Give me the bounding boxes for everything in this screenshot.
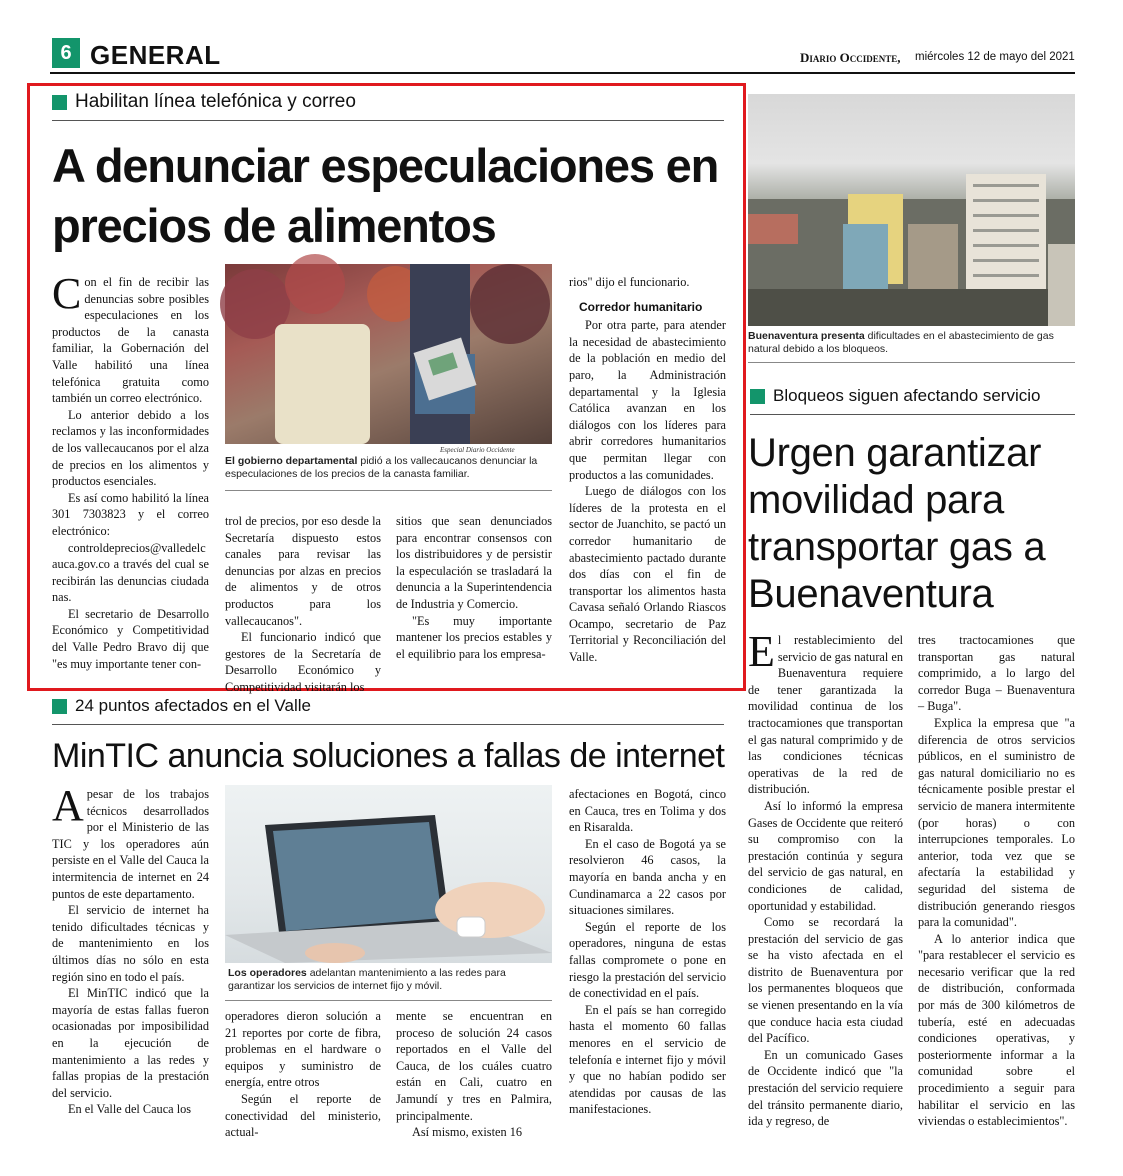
buenaventura-photo bbox=[748, 94, 1075, 326]
kicker-rule bbox=[750, 414, 1075, 415]
paragraph: rios" dijo el funcionario. bbox=[569, 275, 690, 289]
caption-rule bbox=[225, 1000, 552, 1001]
dropcap: C bbox=[52, 269, 82, 318]
kicker-square-icon bbox=[750, 389, 765, 404]
article1-col1 bbox=[52, 269, 209, 686]
kicker-text: Habilitan línea telefónica y correo bbox=[75, 91, 356, 112]
kicker-square-icon bbox=[52, 95, 67, 110]
article2-kicker bbox=[750, 386, 1040, 406]
paragraph: operadores dieron solución a 21 reportes por corte de fibra, problemas en el hardware o equipos y suministro de energía, entre otros bbox=[225, 1009, 381, 1090]
caption-text: adelantan mantenimiento a las redes para garantizar los servicios de internet fijo y móvil. bbox=[228, 967, 506, 992]
issue-date: miércoles 12 de mayo del 2021 bbox=[915, 51, 1075, 63]
kicker-square-icon bbox=[52, 699, 67, 714]
paragraph: pesar de los trabajos técnicos desarrollados por el Ministerio de las TIC y los operadores aún persiste en el Valle del Cauca la intermitencia de internet en 24 puntos de este departamento. bbox=[52, 787, 209, 901]
paragraph: El secretario de Desarrollo Económico y Competitividad del Valle Pedro Bravo dij que "es muy importante tener con- bbox=[52, 606, 209, 671]
paragraph: tres tractocamiones que transportan gas natural comprimido, a lo largo del corredor Buga – Buenaventura – Buga". bbox=[918, 633, 1075, 714]
caption-text: pidió a los vallecaucanos denunciar la especulaciones de los precios de la canasta familiar. bbox=[225, 455, 538, 480]
paragraph: El MinTIC indicó que la mayoría de estas fallas fueron ocasionadas por imposibilidad en la ejecución de mantenimiento a las redes y fallas propias de la prestación del servicio. bbox=[52, 986, 209, 1100]
article1-headline: A denunciar especulaciones en precios de alimentos bbox=[52, 139, 719, 252]
header-rule bbox=[50, 72, 1075, 74]
article2-col1 bbox=[748, 627, 903, 1129]
dropcap: E bbox=[748, 627, 775, 676]
market-photo bbox=[225, 264, 552, 444]
laptop-photo bbox=[225, 785, 552, 963]
caption-text: dificultades en el abastecimiento de gas natural debido a los bloqueos. bbox=[748, 330, 1054, 355]
paragraph: El funcionario indicó que gestores de la Secretaría de Desarrollo Económico y Competitividad visitarán los bbox=[225, 630, 381, 694]
article2-col2 bbox=[918, 632, 1075, 1128]
page-number: 6 bbox=[60, 42, 72, 64]
paragraph: Así mismo, existen 16 bbox=[412, 1125, 522, 1140]
paragraph: afectaciones en Bogotá, cinco en Cauca, tres en Tolima y dos en Risaralda. bbox=[569, 787, 726, 835]
caption-bold: Buenaventura presenta bbox=[748, 330, 865, 342]
caption-rule bbox=[225, 490, 552, 491]
paragraph: l restablecimiento del servicio de gas natural en Buenaventura requiere de tener garantizada la movilidad continua de los tractocamiones que transportan el gas natural comprimido y de las condiciones técnicas operativas de la red de distribución. bbox=[748, 633, 903, 797]
article3-kicker bbox=[52, 696, 311, 716]
paragraph: Es así como habilitó la línea 301 7303823 y el correo electrónico: bbox=[52, 490, 209, 538]
paragraph: En el Valle del Cauca los bbox=[68, 1102, 192, 1117]
subhead: Corredor humanitario bbox=[579, 299, 703, 314]
paragraph: Luego de diálogos con los líderes de la protesta en el sector de Juanchito, se pactó un corredor humanitario de abastecimiento pactado durante dos días con el fin de transportar los alimentos hasta Cavasa señaló Orlando Riascos Ocampo, secretario de Paz Territorial y Reconciliación del Valle. bbox=[569, 484, 726, 665]
paragraph: En un comunicado Gases de Occidente indicó que "la prestación del servicio requiere del tránsito permanente diario, ida y regreso, de bbox=[748, 1047, 903, 1129]
article1-col2 bbox=[225, 513, 381, 694]
kicker-rule bbox=[52, 120, 724, 121]
kicker-text: 24 puntos afectados en el Valle bbox=[75, 696, 311, 715]
paragraph: Según el reporte de los operadores, ninguna de estas fallas compromete o pone en riesgo la prestación del servicio de conectividad en el país. bbox=[569, 919, 726, 1001]
paragraph: A lo anterior indica que "para restablecer el servicio es necesario verificar que la red de distribución, conformada por más de 300 kilómetros de tubería, esté en adecuadas condiciones operativas, y posteriormente informar a la comunidad sobre el procedimiento a seguir para habilitar el servicio en las viviendas o establecimientos". bbox=[918, 931, 1075, 1129]
article1-caption bbox=[225, 455, 552, 481]
dropcap: A bbox=[52, 781, 84, 830]
article3-caption bbox=[228, 967, 552, 993]
article2-caption bbox=[748, 330, 1075, 356]
article1-kicker bbox=[52, 91, 356, 113]
paragraph: El servicio de internet ha tenido dificultades técnicas y de mantenimiento en los últimos días no sólo en esta región sino en todo el país. bbox=[52, 903, 209, 984]
article3-col2 bbox=[225, 1008, 381, 1140]
article1-col4 bbox=[569, 274, 726, 686]
kicker-text: Bloqueos siguen afectando servicio bbox=[773, 386, 1041, 405]
laptop-image bbox=[225, 785, 552, 963]
kicker-rule bbox=[52, 724, 724, 725]
market-scene-image bbox=[225, 264, 552, 444]
paragraph: En el país se han corregido hasta el momento 60 fallas menores en el servicio de telefonía e internet fijo y móvil y que no habían podido ser atendidas por causas de las manifestaciones. bbox=[569, 1002, 726, 1117]
article3-col3 bbox=[396, 1008, 552, 1140]
caption-bold: Los operadores bbox=[228, 967, 307, 979]
paragraph: "Es muy importante mantener los precios estables y el equilibrio para los empresa- bbox=[396, 613, 552, 661]
paragraph: trol de precios, por eso desde la Secretaría dispuesto estos canales para revisar las denuncias por alzas en precios de alimentos y de otros productos para los vallecaucanos". bbox=[225, 514, 381, 628]
article1-col3 bbox=[396, 513, 552, 685]
paragraph: on el fin de recibir las denuncias sobre posibles especulaciones en los productos de la canasta familiar, la Gobernación del Valle habilitó una línea telefónica gratuita como también un correo electrónico. bbox=[52, 275, 209, 406]
paragraph: sitios que sean denunciados para encontrar consensos con los distribuidores y de persistir la especulación se trasladará la denuncia a la Superintendencia de Industria y Comercio. bbox=[396, 514, 552, 611]
article2-headline: Urgen garantizar movilidad para transportar gas a Buenaventura bbox=[748, 431, 1046, 616]
paragraph: Lo anterior debido a los reclamos y las inconformidades de los vallecaucanos por el alza de precios en los alimentos y productos esenciales. bbox=[52, 407, 209, 489]
paragraph: mente se encuentran en proceso de solución 24 casos reportados en el Valle del Cauca, de los cuáles cuatro están en Cali, cuatro en Jamundí y tres en Palmira, principalmente. bbox=[396, 1009, 552, 1123]
paragraph: Así lo informó la empresa Gases de Occidente que reiteró su compromiso con la prestación continúa y segura del servicio de gas natural, en condiciones de calidad, oportunidad y estabilidad. bbox=[748, 798, 903, 913]
newspaper-name: Diario Occidente, bbox=[800, 50, 901, 65]
paragraph: Explica la empresa que "a diferencia de otros servicios públicos, en el suministro de gas natural domiciliario no es técnicamente posible prestar el servicio de manera intermitente (por horas) o con interrupciones temporales. Lo anterior, toda vez que se afectaría la estabilidad y seguridad del sistema de distribución generando riesgos para la comunidad". bbox=[918, 715, 1075, 930]
caption-bold: El gobierno departamental bbox=[225, 455, 358, 467]
section-title: GENERAL bbox=[90, 40, 221, 70]
photo-credit: Especial Diario Occidente bbox=[440, 446, 515, 454]
article3-col4 bbox=[569, 786, 726, 1126]
caption-rule bbox=[748, 362, 1075, 363]
article3-headline: MinTIC anuncia soluciones a fallas de internet bbox=[52, 737, 725, 775]
paragraph: En el caso de Bogotá ya se resolvieron 46 casos, la mayoría en banda ancha y en Cundinamarca a 22 casos por situaciones similares. bbox=[569, 836, 726, 918]
city-skyline-image bbox=[748, 94, 1075, 326]
article3-col1 bbox=[52, 781, 209, 1126]
paragraph: Como se recordará la prestación del servicio de gas se ha visto afectada en el distrito de Buenaventura por los permanentes bloqueos que se vienen presentando en la vía que conduce hacia esta ciudad del Pacífico. bbox=[748, 915, 903, 1046]
paragraph: controldeprecios@valledelcauca.gov.co a través del cual se recibirán las denuncias ciudadanas. bbox=[52, 540, 209, 605]
paragraph: Por otra parte, para atender la necesidad de abastecimiento de la población en medio del paro, la Administración departamental y la Iglesia Católica avanzan en los diálogos con los líderes para abrir corredores humanitarios que permitan llegar con productos a las comunidades. bbox=[569, 318, 726, 482]
paragraph: Según el reporte de conectividad del ministerio, actual- bbox=[225, 1091, 381, 1140]
